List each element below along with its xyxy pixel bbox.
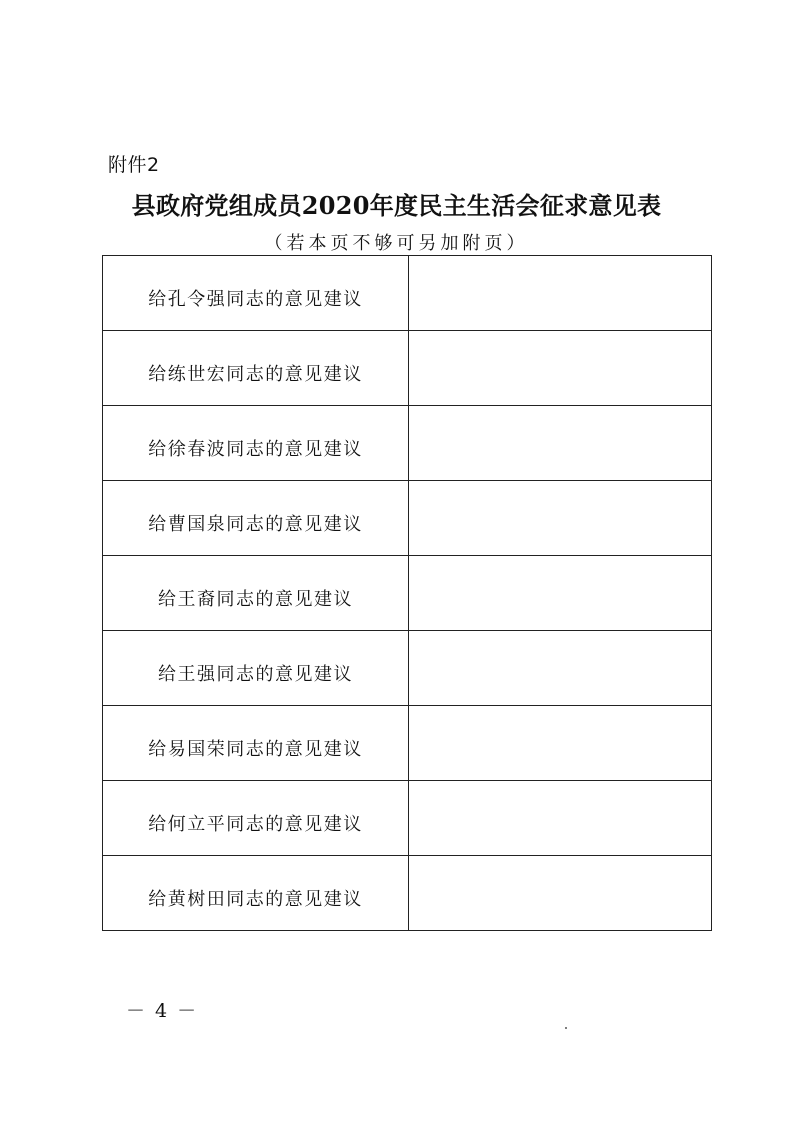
document-subtitle: （若本页不够可另加附页） [264,233,529,254]
opinion-field[interactable] [409,406,712,481]
row-label: 给何立平同志的意见建议 [103,781,409,856]
opinion-field[interactable] [409,856,712,931]
table-row [103,331,712,406]
row-label: 给练世宏同志的意见建议 [103,331,409,406]
row-label: 给王裔同志的意见建议 [103,556,409,631]
table-row [103,706,712,781]
table-row [103,406,712,481]
row-label: 给孔令强同志的意见建议 [103,256,409,331]
opinion-field[interactable] [409,331,712,406]
opinion-field[interactable] [409,556,712,631]
opinion-field[interactable] [409,256,712,331]
opinion-field[interactable] [409,706,712,781]
table-row [103,781,712,856]
row-label: 给徐春波同志的意见建议 [103,406,409,481]
opinion-field[interactable] [409,481,712,556]
table-row [103,256,712,331]
table-row [103,481,712,556]
scan-speck [565,1027,567,1029]
opinion-field[interactable] [409,781,712,856]
table-row [103,856,712,931]
table-row [103,631,712,706]
page-number: － 4 － [126,1000,199,1022]
attachment-label: 附件2 [108,154,160,176]
opinion-table [102,255,712,931]
row-label: 给易国荣同志的意见建议 [103,706,409,781]
row-label: 给曹国泉同志的意见建议 [103,481,409,556]
opinion-field[interactable] [409,631,712,706]
row-label: 给王强同志的意见建议 [103,631,409,706]
document-title: 县政府党组成员2020年度民主生活会征求意见表 [131,191,662,220]
row-label: 给黄树田同志的意见建议 [103,856,409,931]
table-row [103,556,712,631]
